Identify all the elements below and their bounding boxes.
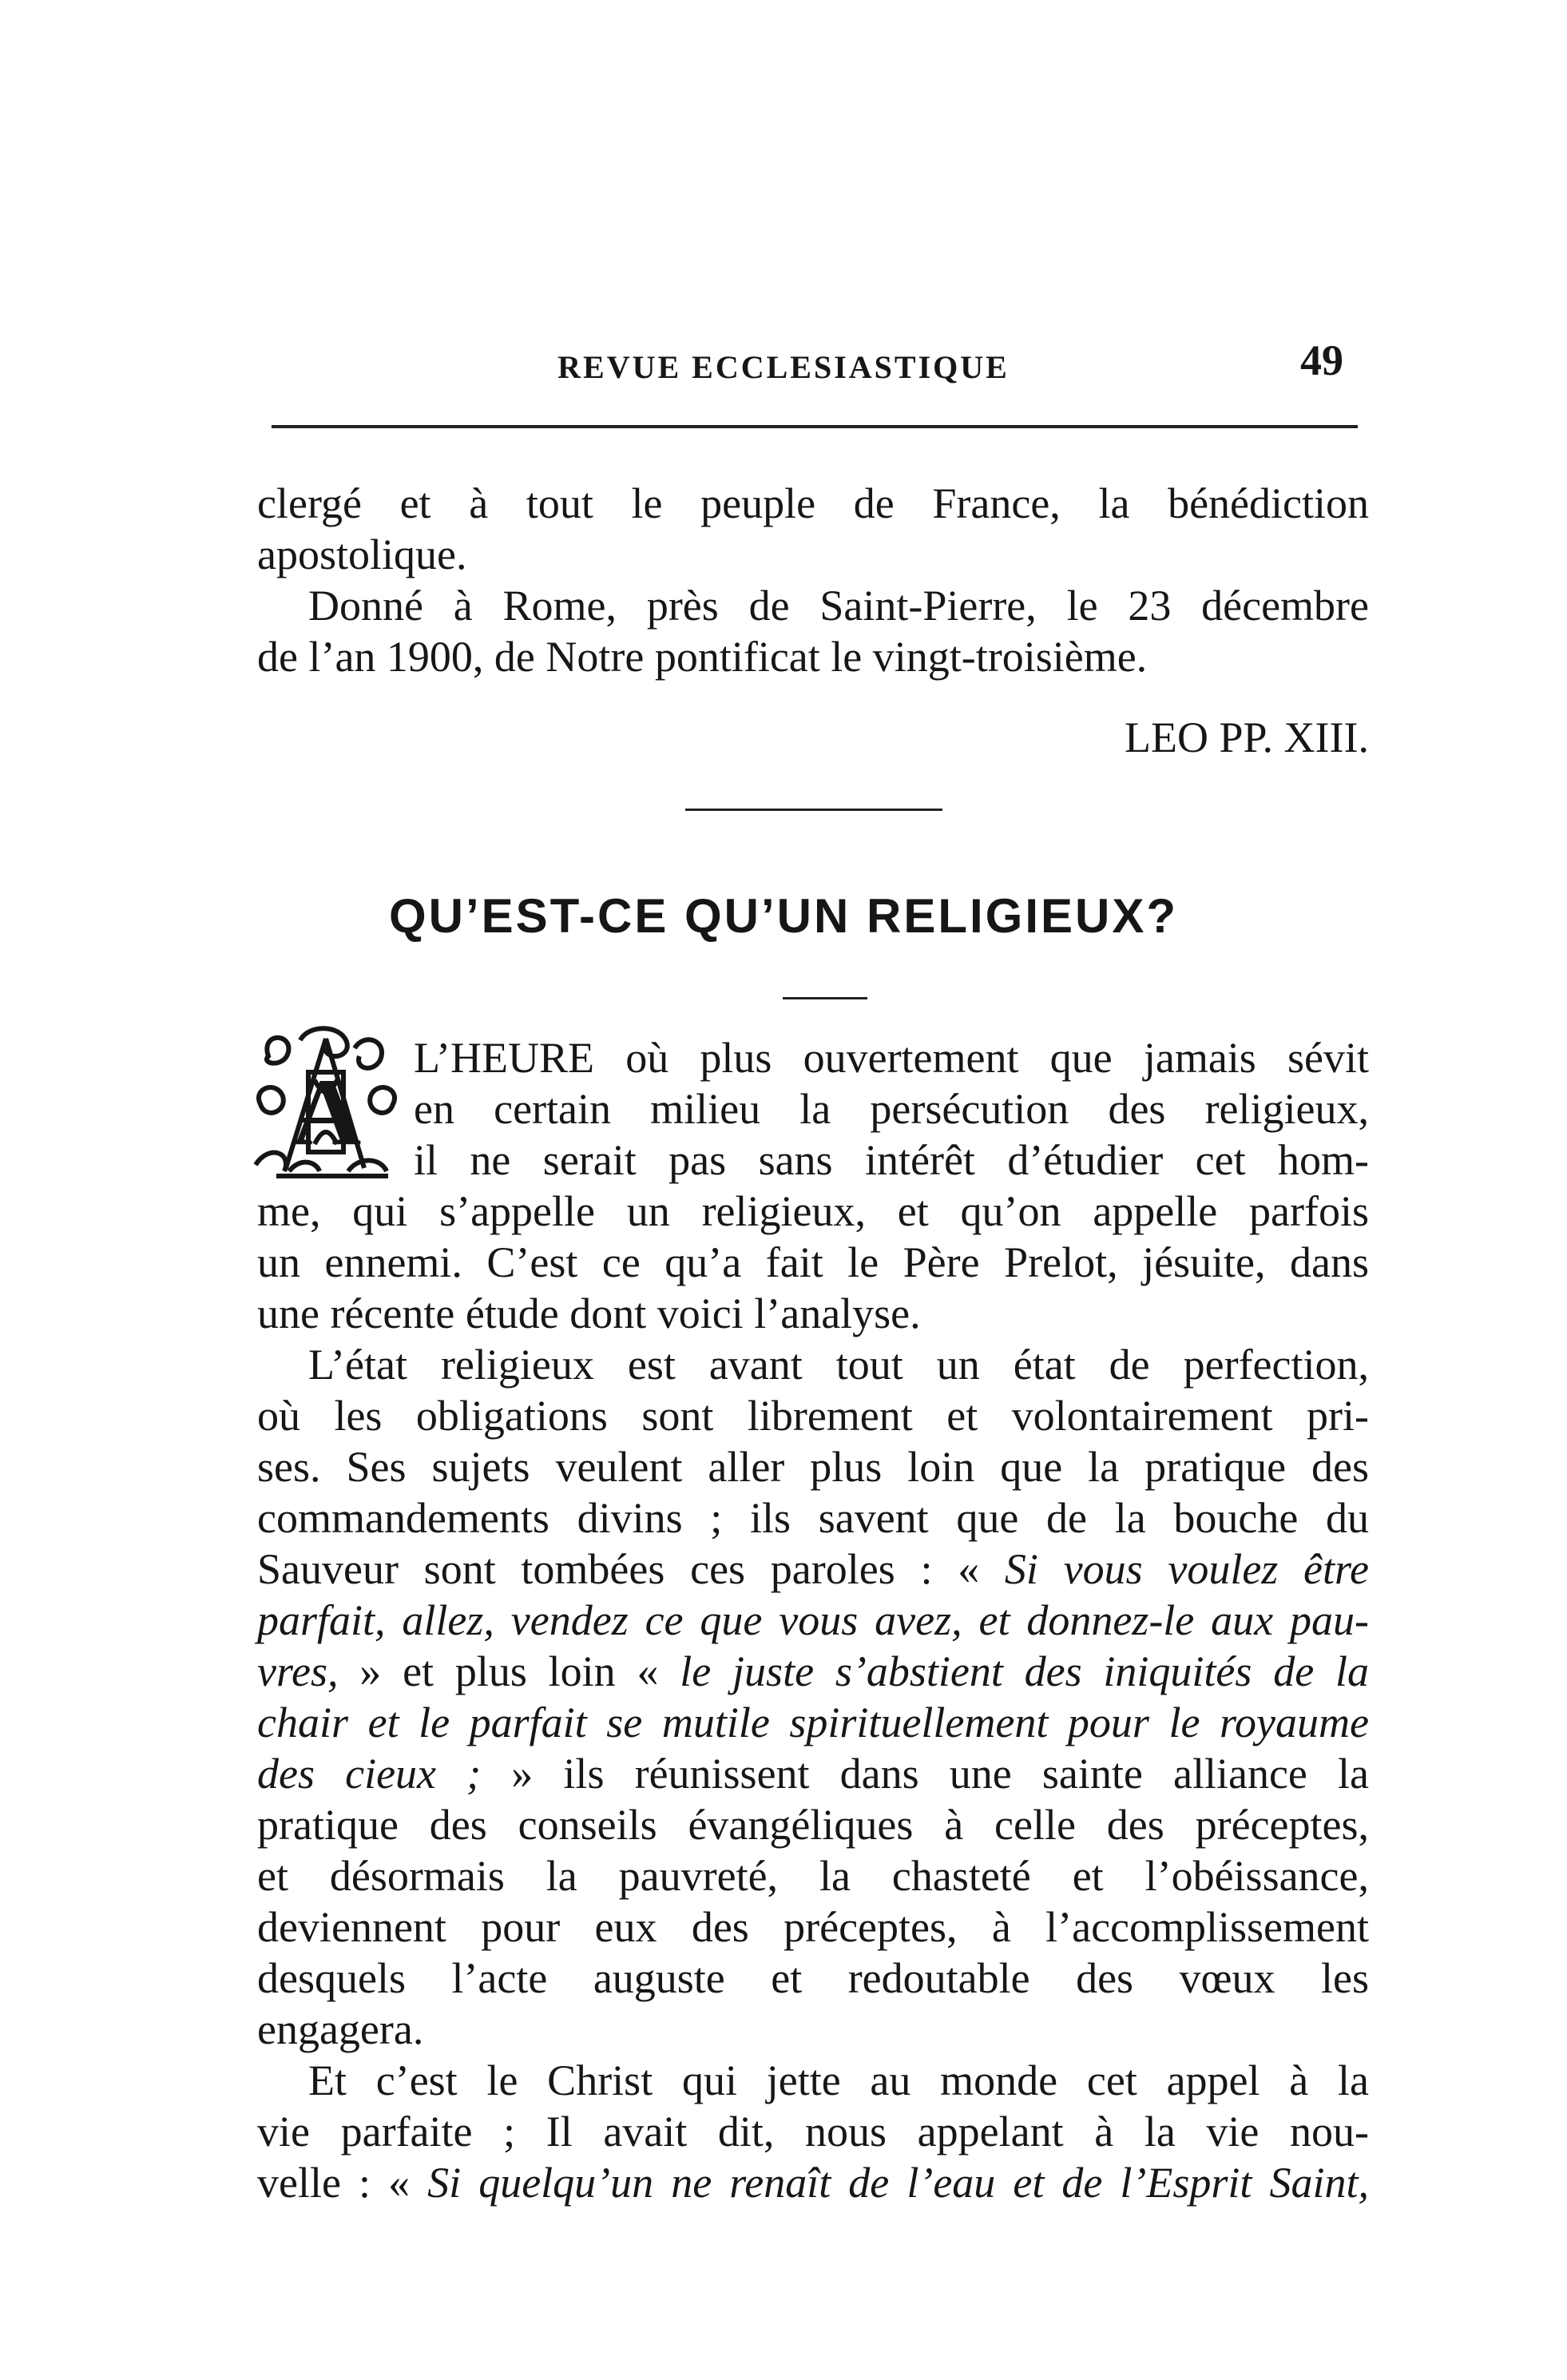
text-line [257, 2157, 1369, 2208]
text-line: engagera. [257, 2005, 424, 2053]
italic-quote: des cieux ; [257, 1750, 482, 1798]
text-line [257, 1544, 1369, 1595]
letter-closing-paragraph [257, 478, 1369, 580]
letter-date-paragraph [257, 580, 1369, 682]
text-line: une récente étude dont voici l’analyse. [257, 1289, 921, 1337]
italic-quote: vres, [257, 1647, 339, 1695]
text-line: desquels l’acte auguste et redoutable des vœux les [257, 1954, 1369, 2002]
text-line [257, 1646, 1369, 1697]
text-line: il ne serait pas sans intérêt d’étudier cet hom- [414, 1136, 1369, 1184]
letter-end [257, 478, 1369, 682]
text-line: deviennent pour eux des préceptes, à l’accomplissement [257, 1903, 1369, 1951]
text-line: commandements divins ; ils savent que de la bouche du [257, 1494, 1369, 1542]
section-separator-rule [685, 809, 942, 811]
italic-quote-line: chair et le parfait se mutile spirituellement pour le royaume [257, 1699, 1369, 1746]
italic-quote-line: parfait, allez, vendez ce que vous avez, et donnez-le aux pau- [257, 1596, 1369, 1644]
header-rule [272, 425, 1358, 428]
text-run: » ils réunissent dans une sainte alliance la [481, 1750, 1369, 1798]
running-header: REVUE ECCLESIASTIQUE [557, 349, 1010, 385]
text-line: me, qui s’appelle un religieux, et qu’on appelle parfois [257, 1187, 1369, 1235]
text-line [257, 1748, 1369, 1799]
text-run: velle : « [257, 2159, 428, 2207]
text-line: Donné à Rome, près de Saint-Pierre, le 23 décembre [308, 582, 1369, 630]
text-line: apostolique. [257, 530, 467, 578]
text-line: pratique des conseils évangéliques à celle des préceptes, [257, 1801, 1369, 1849]
text-run: Sauveur sont tombées ces paroles : « [257, 1545, 1005, 1593]
text-line: et désormais la pauvreté, la chasteté et l’obéissance, [257, 1852, 1369, 1900]
text-line: L’HEURE où plus ouvertement que jamais sévit [414, 1034, 1369, 1082]
text-run: » et plus loin « [338, 1647, 680, 1695]
dropcap-letter: A [292, 1059, 362, 1165]
text-line: ses. Ses sujets veulent aller plus loin que la pratique des [257, 1443, 1369, 1491]
title-rule [783, 997, 867, 999]
text-line: Et c’est le Christ qui jette au monde cet appel à la [308, 2056, 1369, 2104]
paragraph-2 [257, 1339, 1369, 2055]
text-line: vie parfaite ; Il avait dit, nous appelant à la vie nou- [257, 2108, 1369, 2156]
text-line: un ennemi. C’est ce qu’a fait le Père Prelot, jésuite, dans [257, 1238, 1369, 1286]
page-number: 49 [1300, 336, 1343, 384]
text-line: en certain milieu la persécution des religieux, [414, 1085, 1369, 1133]
paragraph-1-continued [257, 1186, 1369, 1339]
opening-lines [414, 1032, 1369, 1186]
dropcap-ornament [252, 1024, 401, 1181]
text-line: clergé et à tout le peuple de France, la bénédiction [257, 479, 1369, 527]
paragraph-3 [257, 2055, 1369, 2208]
italic-quote: le juste s’abstient des iniquités de la [680, 1647, 1369, 1695]
text-line: L’état religieux est avant tout un état de perfection, [308, 1341, 1369, 1389]
article-title: QU’EST-CE QU’UN RELIGIEUX? [388, 889, 1179, 943]
text-line: de l’an 1900, de Notre pontificat le vingt-troisième. [257, 633, 1148, 681]
signature: LEO PP. XIII. [1125, 713, 1369, 761]
italic-quote: Si quelqu’un ne renaît de l’eau et de l’Esprit Saint, [427, 2159, 1369, 2207]
italic-quote: Si vous voulez être [1004, 1545, 1369, 1593]
text-line: où les obligations sont librement et volontairement pri- [257, 1392, 1369, 1440]
article-body [257, 1186, 1369, 2208]
